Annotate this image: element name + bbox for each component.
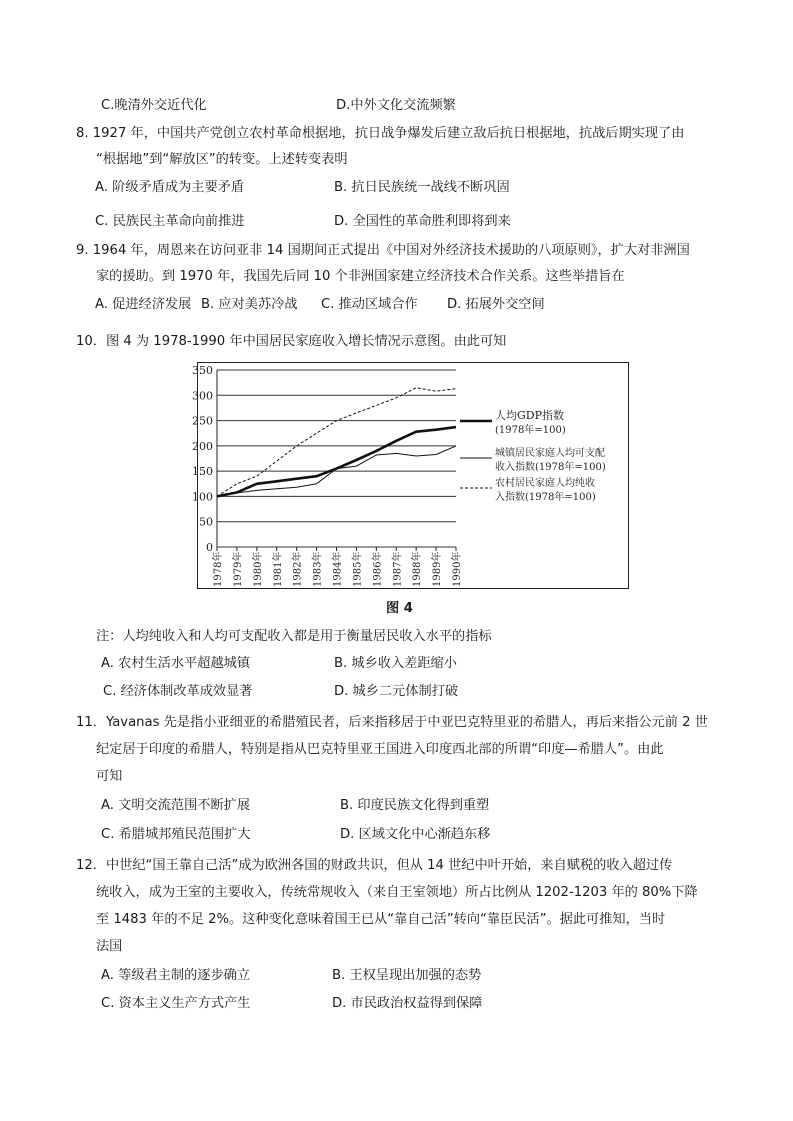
q12-option-a: A. 等级君主制的逐步确立 xyxy=(101,968,251,983)
y-tick-label: 0 xyxy=(206,541,213,554)
q12-option-b: B. 王权呈现出加强的态势 xyxy=(332,968,482,983)
y-tick-label: 50 xyxy=(199,515,213,529)
x-tick-label: 1984年 xyxy=(332,551,344,587)
q11-stem-line-3: 可知 xyxy=(96,769,123,784)
income-growth-chart xyxy=(192,362,629,589)
q11-option-c: C. 希腊城邦殖民范围扩大 xyxy=(101,827,251,842)
q9-option-a: A. 促进经济发展 xyxy=(95,297,192,312)
q9-option-d: D. 拓展外交空间 xyxy=(447,297,545,312)
q12-stem-line-4: 法国 xyxy=(96,939,123,954)
x-tick-label: 1979年 xyxy=(232,551,244,587)
q10-note: 注：人均纯收入和人均可支配收入都是用于衡量居民收入水平的指标 xyxy=(96,629,492,644)
y-tick-label: 200 xyxy=(192,439,213,453)
series-line-1 xyxy=(217,427,456,496)
legend-label-2-line-2: 收入指数(1978年=100) xyxy=(495,462,606,473)
q9-stem-line-1: 9. 1964 年，周恩来在访问亚非 14 国期间正式提出《中国对外经济技术援助的八项原则》，扩大对非洲国 xyxy=(76,243,690,258)
x-tick-label: 1990年 xyxy=(452,551,463,587)
q12-stem-line-3: 至 1483 年的不足 2%。这种变化意味着国王已从“靠自己活”转向“靠臣民活”。据此可推知，当时 xyxy=(96,912,666,927)
q11-option-d: D. 区域文化中心渐趋东移 xyxy=(340,827,491,842)
q9-option-b: B. 应对美苏冷战 xyxy=(201,297,298,312)
q11-stem-line-2: 纪定居于印度的希腊人，特别是指从巴克特里亚王国进入印度西北部的所谓“印度—希腊人”。由此 xyxy=(96,742,664,757)
x-tick-label: 1982年 xyxy=(292,551,304,587)
legend-label-3-line-1: 农村居民家庭人均纯收 xyxy=(495,478,595,489)
y-tick-label: 150 xyxy=(192,465,213,479)
x-tick-label: 1983年 xyxy=(312,551,324,587)
q8-stem-line-1: 8. 1927 年，中国共产党创立农村革命根据地，抗日战争爆发后建立敌后抗日根据地，抗战后期实现了由 xyxy=(76,126,685,141)
q10-option-b: B. 城乡收入差距缩小 xyxy=(334,656,457,671)
x-tick-label: 1988年 xyxy=(412,551,424,587)
legend-label-1-line-1: 人均GDP指数 xyxy=(495,409,565,422)
chart-svg xyxy=(192,363,628,588)
q12-option-c: C. 资本主义生产方式产生 xyxy=(101,996,251,1011)
q8-option-b: B. 抗日民族统一战线不断巩固 xyxy=(334,180,510,195)
figure-caption: 图 4 xyxy=(386,601,413,616)
q11-stem-line-1: 11．Yavanas 先是指小亚细亚的希腊殖民者，后来指移居于中亚巴克特里亚的希腊人，再后来指公元前 2 世 xyxy=(76,715,708,730)
q12-stem-line-2: 统收入，成为王室的主要收入，传统常规收入（来自王室领地）所占比例从 1202-1203 年的 80%下降 xyxy=(96,885,698,900)
legend-label-1-line-2: (1978年=100) xyxy=(495,425,566,436)
x-tick-label: 1978年 xyxy=(213,551,224,587)
x-tick-label: 1980年 xyxy=(252,551,264,587)
q8-stem-line-2: “根据地”到“解放区”的转变。上述转变表明 xyxy=(96,152,348,167)
legend-label-2-line-1: 城镇居民家庭人均可支配 xyxy=(495,448,605,459)
q9-option-c: C. 推动区域合作 xyxy=(321,297,418,312)
q10-option-c: C. 经济体制改革成效显著 xyxy=(103,684,253,699)
x-tick-label: 1981年 xyxy=(272,551,284,587)
q12-stem-line-1: 12．中世纪“国王靠自己活”成为欧洲各国的财政共识，但从 14 世纪中叶开始，来自赋税的收入超过传 xyxy=(76,858,673,873)
y-tick-label: 300 xyxy=(192,389,213,403)
q11-option-b: B. 印度民族文化得到重塑 xyxy=(340,798,490,813)
q7-option-c: C.晚清外交近代化 xyxy=(101,98,207,113)
series-line-3 xyxy=(217,388,456,497)
x-tick-label: 1986年 xyxy=(372,551,384,587)
q10-option-a: A. 农村生活水平超越城镇 xyxy=(101,656,251,671)
y-tick-label: 100 xyxy=(192,490,213,504)
q8-option-d: D. 全国性的革命胜利即将到来 xyxy=(334,214,511,229)
y-tick-label: 350 xyxy=(192,364,213,377)
legend-label-3-line-2: 入指数(1978年=100) xyxy=(495,492,596,503)
q8-option-c: C. 民族民主革命向前推进 xyxy=(95,214,245,229)
q7-option-d: D.中外文化交流频繁 xyxy=(336,98,456,113)
q10-stem: 10．图 4 为 1978-1990 年中国居民家庭收入增长情况示意图。由此可知 xyxy=(76,334,507,349)
q11-option-a: A. 文明交流范围不断扩展 xyxy=(101,798,251,813)
x-tick-label: 1987年 xyxy=(392,551,404,587)
q12-option-d: D. 市民政治权益得到保障 xyxy=(332,996,483,1011)
x-tick-label: 1989年 xyxy=(432,551,444,587)
y-tick-label: 250 xyxy=(192,414,213,428)
q9-stem-line-2: 家的援助。到 1970 年，我国先后同 10 个非洲国家建立经济技术合作关系。这些举措旨在 xyxy=(96,269,625,284)
q10-option-d: D. 城乡二元体制打破 xyxy=(334,684,459,699)
q8-option-a: A. 阶级矛盾成为主要矛盾 xyxy=(95,180,245,195)
x-tick-label: 1985年 xyxy=(352,551,364,587)
